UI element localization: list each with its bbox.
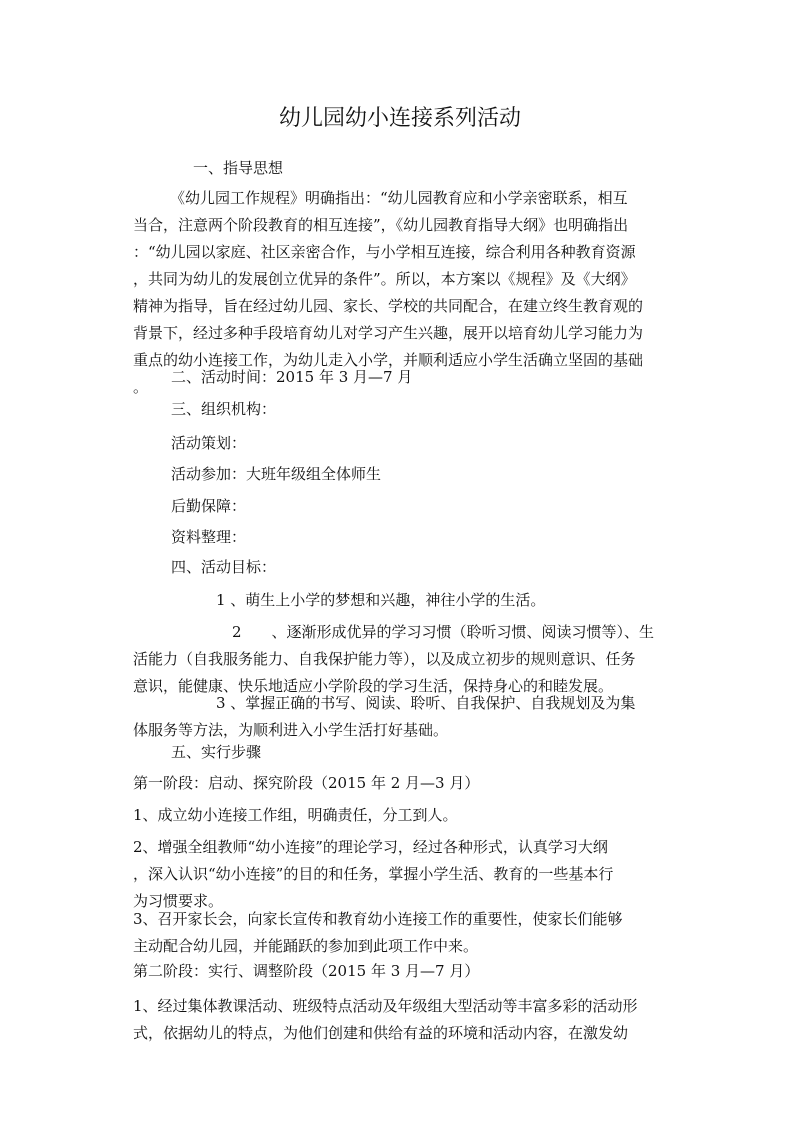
- text-line: 《幼儿园工作规程》明确指出：“幼儿园教育应和小学亲密联系，相互: [170, 189, 628, 207]
- text-line: 2 、逐渐形成优异的学习习惯（聆听习惯、阅读习惯等）、生: [232, 623, 655, 641]
- section-heading-goals: 四、活动目标：: [171, 558, 277, 576]
- text-line: 3 、掌握正确的书写、阅读、聆听、自我保护、自我规划及为集: [216, 694, 636, 712]
- text-line: 为习惯要求。: [133, 892, 224, 910]
- phase-1-item-3: [133, 909, 623, 963]
- org-item-materials: 资料整理：: [171, 528, 247, 546]
- text-line: 3、召开家长会，向家长宣传和教育幼小连接工作的重要性，使家长们能够: [133, 910, 623, 928]
- text-line: 当合，注意两个阶段教育的相互连接”，《幼儿园教育指导大纲》也明确指出: [133, 216, 629, 234]
- phase-2-item-1: [133, 996, 638, 1050]
- goal-1: 1 、萌生上小学的梦想和兴趣，神往小学的生活。: [216, 591, 546, 609]
- text-line: 1、经过集体教课活动、班级特点活动及年级组大型活动等丰富多彩的活动形: [133, 997, 638, 1015]
- text-line: 体服务等方法，为顺利进入小学生活打好基础。: [133, 721, 449, 739]
- org-item-participants: 活动参加：大班年级组全体师生: [171, 465, 382, 483]
- section-activity-time: 二、活动时间：2015 年 3 月—7 月: [171, 368, 413, 386]
- section-heading-guiding-thought: 一、指导思想: [193, 159, 284, 177]
- phase-1-heading: 第一阶段：启动、探究阶段（2015 年 2 月—3 月）: [133, 774, 480, 792]
- text-line: 活能力（自我服务能力、自我保护能力等），以及成立初步的规则意识、任务: [133, 650, 636, 668]
- text-line: 意识，能健康、快乐地适应小学阶段的学习生活，保持身心的和睦发展。: [133, 677, 614, 695]
- section-heading-steps: 五、实行步骤: [171, 743, 262, 761]
- text-line: 背景下，经过多种手段培育幼儿对学习产生兴趣，展开以培育幼儿学习能力为: [133, 324, 644, 342]
- org-item-planning: 活动策划：: [171, 434, 247, 452]
- phase-1-item-1: 1、成立幼小连接工作组，明确责任，分工到人。: [133, 806, 458, 824]
- goal-2: [133, 622, 654, 703]
- text-line: ：“幼儿园以家庭、社区亲密合作，与小学相互连接，综合利用各种教育资源: [133, 243, 636, 261]
- org-item-logistics: 后勤保障：: [171, 497, 247, 515]
- text-line: 精神为指导，旨在经过幼儿园、家长、学校的共同配合，在建立终生教育观的: [133, 297, 644, 315]
- text-line: 主动配合幼儿园，并能踊跃的参加到此项工作中来。: [133, 937, 479, 955]
- section-heading-organization: 三、组织机构：: [171, 400, 277, 418]
- phase-1-item-2: [133, 837, 613, 918]
- text-line: ，深入认识“幼小连接”的目的和任务，掌握小学生活、教育的一些基本行: [133, 865, 614, 883]
- text-line: 式，依据幼儿的特点，为他们创建和供给有益的环境和活动内容，在激发幼: [133, 1024, 629, 1042]
- goal-3: [133, 693, 635, 747]
- text-line: ，共同为幼儿的发展创立优异的条件”。所以，本方案以《规程》及《大纲》: [133, 270, 636, 288]
- text-line: 重点的幼小连接工作，为幼儿走入小学，并顺利适应小学生活确立坚固的基础: [133, 351, 644, 369]
- text-line: 2、增强全组教师“幼小连接”的理论学习，经过各种形式，认真学习大纲: [133, 838, 608, 856]
- text-line: 。: [133, 378, 149, 396]
- document-title: 幼儿园幼小连接系列活动: [278, 106, 521, 131]
- phase-2-heading: 第二阶段：实行、调整阶段（2015 年 3 月—7 月）: [133, 962, 480, 980]
